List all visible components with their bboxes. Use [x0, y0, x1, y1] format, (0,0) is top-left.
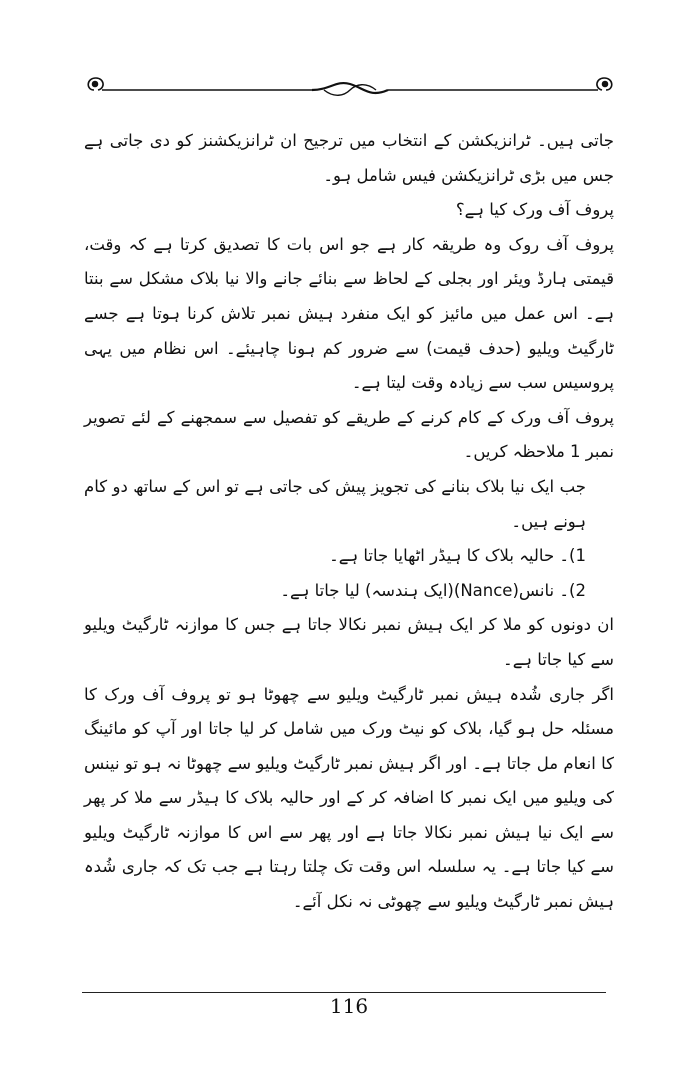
paragraph-3: پروف آف ورک کے کام کرنے کے طریقے کو تفصیل سے سمجھنے کے لئے تصویر نمبر 1 ملاحظہ کریں۔: [84, 407, 614, 462]
paragraph-1: جاتی ہیں۔ ٹرانزیکشن کے انتخاب میں ترجیح ان ٹرانزیکشنز کو دی جاتی ہے جس میں بڑی ٹرانزیکشن فیس شامل ہو۔: [84, 131, 614, 185]
paragraph-4: جب ایک نیا بلاک بنانے کی تجویز پیش کی جاتی ہے تو اس کے ساتھ دو کام ہونے ہیں۔: [84, 476, 586, 531]
list-item-1: 1)۔ حالیہ بلاک کا ہیڈر اٹھایا جاتا ہے۔: [329, 546, 586, 566]
footer-divider: [82, 992, 606, 993]
page-body: [84, 124, 614, 920]
list-item-2: 2)۔ نانس(Nance)(ایک ہندسہ) لیا جاتا ہے۔: [280, 580, 586, 600]
header-ornament: [80, 68, 620, 108]
paragraph-2: پروف آف روک وہ طریقہ کار ہے جو اس بات کا تصدیق کرتا ہے کہ وقت، قیمتی ہارڈ ویئر اور بجلی کے لحاظ سے بنائے جانے والا نیا بلاک مشکل سے بنتا ہے۔ اس عمل میں مائیز کو ایک منفرد ہیش نمبر تلاش کرنا ہوتا ہے جسے ٹارگیٹ ویلیو (حدف قیمت) سے ضرور کم ہونا چاہیئے۔ اس نظام میں یہی پروسیس سب سے زیادہ وقت لیتا ہے۔: [84, 234, 614, 393]
section-heading: پروف آف ورک کیا ہے؟: [455, 200, 614, 220]
page-number: 116: [329, 994, 369, 1018]
paragraph-5: ان دونوں کو ملا کر ایک ہیش نمبر نکالا جاتا ہے جس کا موازنہ ٹارگیٹ ویلیو سے کیا جاتا ہے۔: [84, 615, 614, 669]
paragraph-6: اگر جاری شُدہ ہیش نمبر ٹارگیٹ ویلیو سے چھوٹا ہو تو پروف آف ورک کا مسئلہ حل ہو گیا، بلاک کو نیٹ ورک میں شامل کر لیا جاتا اور آپ کو مائینگ کا انعام مل جاتا ہے۔ اور اگر ہیش نمبر ٹارگیٹ ویلیو سے چھوٹا نہ ہو تو نینس کی ویلیو میں ایک نمبر کا اضافہ کر کے اور حالیہ بلاک کا ہیڈر سے ملا کر پھر سے ایک نیا ہیش نمبر نکالا جاتا ہے اور پھر سے اس کا موازنہ ٹارگیٹ ویلیو سے کیا جاتا ہے۔ یہ سلسلہ اس وقت تک چلتا رہتا ہے جب تک کہ جاری شُدہ ہیش نمبر ٹارگیٹ ویلیو سے چھوٹی نہ نکل آئے۔: [84, 684, 614, 912]
